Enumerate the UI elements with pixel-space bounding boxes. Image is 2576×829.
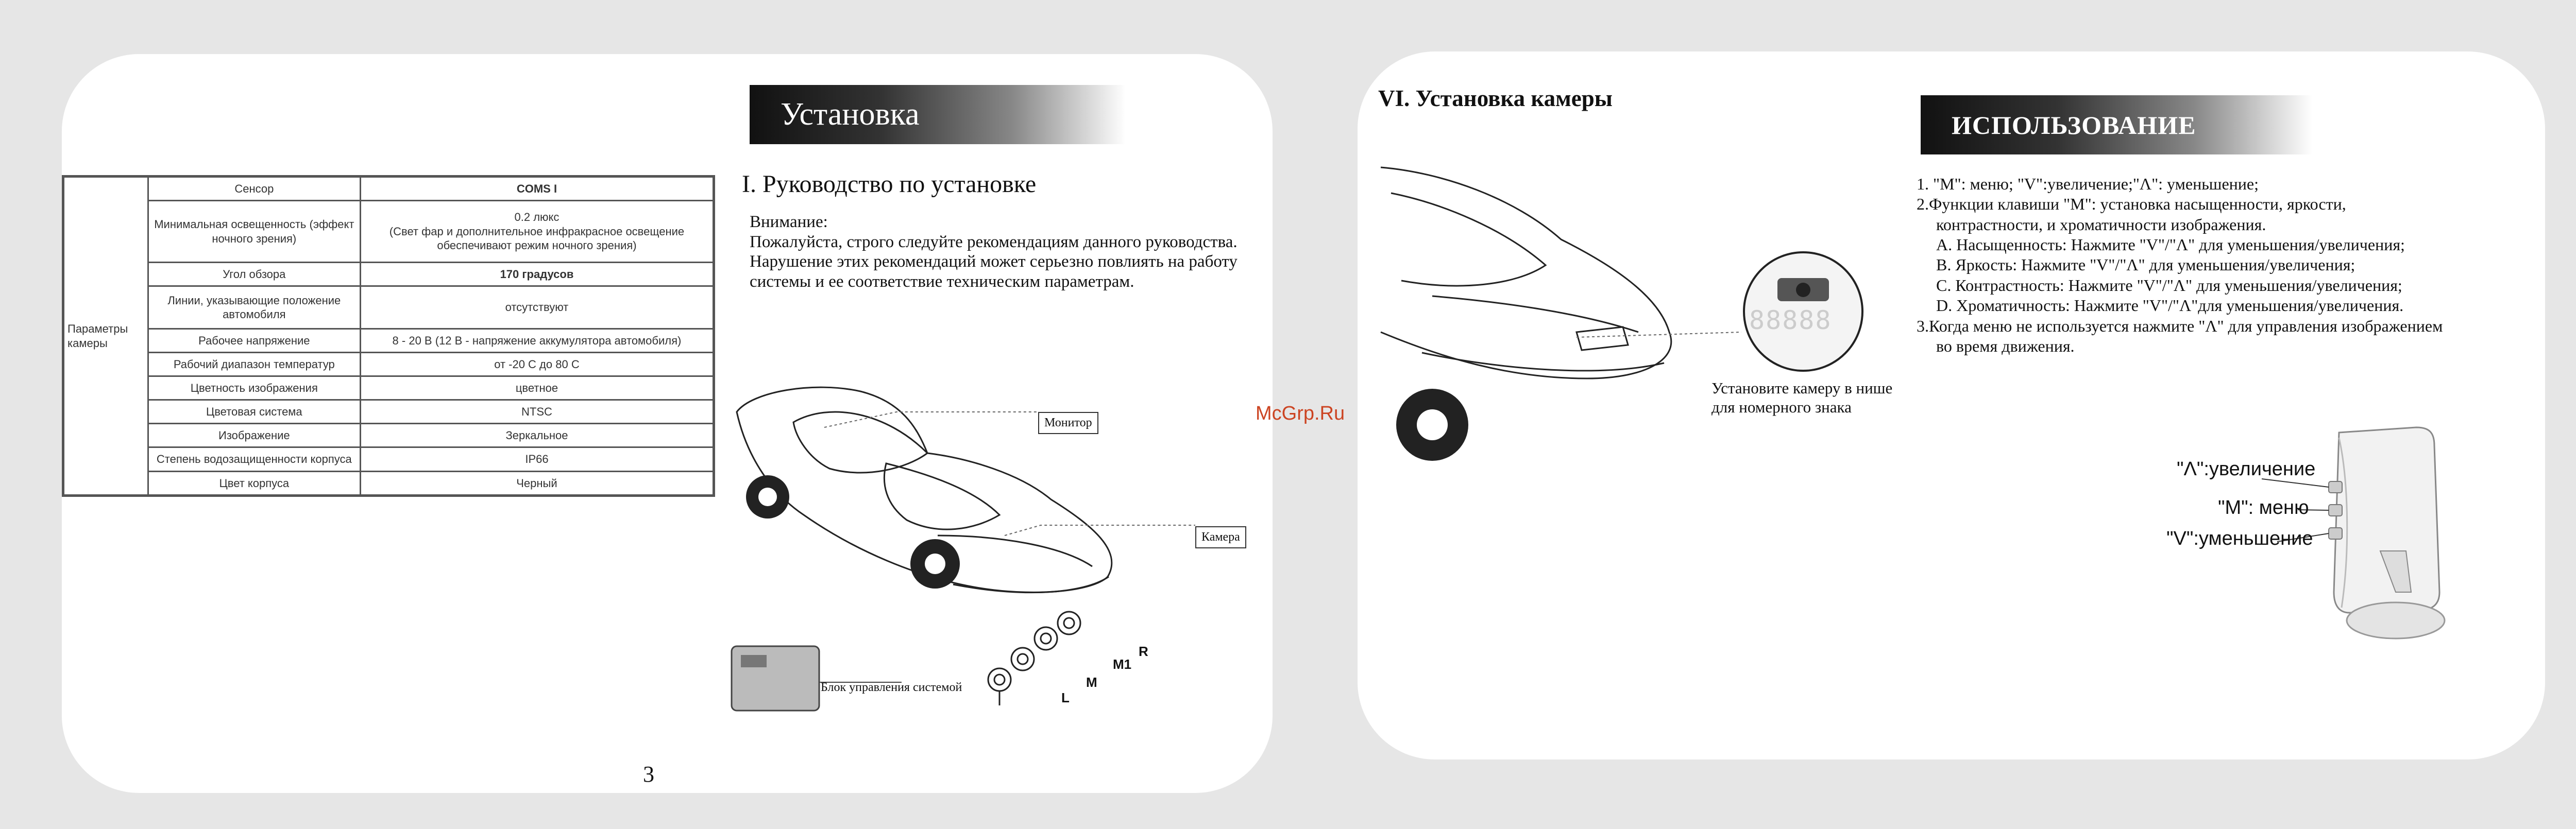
spec-param: Угол обзора [148,263,360,286]
usage-banner [1921,95,2312,154]
spec-value: NTSC [360,400,714,424]
spec-row [63,263,714,286]
install-guide-heading: I. Руководство по установке [742,170,1037,198]
page-number: 3 [643,762,654,787]
spec-value: IP66 [360,447,714,471]
camera-label: Камера [1195,526,1246,548]
spec-param: Минимальная освещенность (эффект ночного зрения) [148,201,360,263]
monitor-body [2334,427,2439,613]
sensor-label-r: R [1139,644,1148,659]
spec-param: Цвет корпуса [148,471,360,496]
spec-row [63,201,714,263]
usage-item-1: 1. "M": меню; "V":увеличение;"Λ": уменьшение; [1917,175,2259,193]
control-unit-label: Блок управления системой [821,681,962,694]
spec-table [62,175,715,497]
sensor-label-m1: M1 [1113,657,1132,672]
car-rear-outline [1381,167,1671,378]
rear-bumper [1422,353,1664,371]
button-down [2329,528,2342,539]
plate-digits: 88888 [1749,305,1832,335]
sensor-label-m: M [1086,675,1097,690]
plate-recess [1577,327,1628,350]
spec-param: Цветность изображения [148,376,360,400]
spec-value: цветное [360,376,714,400]
spec-value: COMS I [360,177,714,201]
page-tab-right [1888,705,2002,759]
camera-mount-diagram [1381,162,1932,487]
rear-window [884,463,999,529]
spec-value: Черный [360,471,714,496]
camera-caption: Установите камеру в нише для номерного знака [1711,379,1893,417]
install-banner [750,85,1126,144]
monitor-label: Монитор [1038,412,1098,434]
monitor-base [2347,602,2445,638]
spec-param: Линии, указывающие положение автомобиля [148,286,360,329]
spec-param: Цветовая система [148,400,360,424]
attention-note [750,212,1265,291]
usage-item-2-continued: контрастности, и хроматичности изображения. [1936,215,2266,234]
callout-lines [824,412,1195,536]
usage-sub-a: A. Насыщенность: Нажмите "V"/"Λ" для уменьшения/увеличения; [1936,235,2405,254]
camera-install-heading: VI. Установка камеры [1378,85,1613,111]
car-rear-window [1391,193,1546,286]
spec-row [63,447,714,471]
spec-value: 8 - 20 В (12 В - напряжение аккумулятора автомобиля) [360,329,714,352]
note-text: Пожалуйста, строго следуйте рекомендациям данного руководства. Нарушение этих рекомендаций может серьезно повлиять на работу системы и ее соответствие техническим параметрам. [750,232,1238,291]
spec-row [63,376,714,400]
spec-param: Изображение [148,424,360,447]
spec-param: Рабочий диапазон температур [148,353,360,376]
install-banner-title: Установка [781,97,920,132]
spec-param: Сенсор [148,177,360,201]
spec-group-label: Параметры камеры [63,177,148,496]
spec-value: от -20 С до 80 С [360,353,714,376]
spec-value: 0.2 люкс (Свет фар и дополнительное инфракрасное освещение обеспечивают режим ночного зрения) [360,201,714,263]
car-roof [793,412,927,473]
spec-row [63,424,714,447]
sensor-label-l: L [1061,690,1070,705]
usage-sub-c: C. Контрастность: Нажмите "V"/"Λ" для уменьшения/увеличения; [1936,275,2402,295]
rear-wheel [1396,389,1468,461]
spec-value: Зеркальное [360,424,714,447]
zoom-callout-line [1577,332,1741,337]
usage-banner-title: ИСПОЛЬЗОВАНИЕ [1952,110,2196,140]
button-menu [2329,505,2342,516]
watermark: McGrp.Ru [1256,403,1345,424]
monitor-side-diagram [2318,422,2483,644]
spec-param: Рабочее напряжение [148,329,360,352]
spec-param: Степень водозащищенности корпуса [148,447,360,471]
trunk-line [938,536,1092,566]
usage-item-3: 3.Когда меню не используется нажмите "Λ" для управления изображением [1917,316,2443,335]
spec-row [63,471,714,496]
page-tab-left [598,739,711,793]
spec-row [63,177,714,201]
bumper [953,577,1109,593]
remote-menu-label: "M": меню [2218,497,2309,519]
usage-sub-b: B. Яркость: Нажмите "V"/"Λ" для уменьшения/увеличения; [1936,255,2355,274]
usage-instructions [1917,174,2550,356]
spec-row [63,353,714,376]
car-install-diagram [732,381,1257,711]
button-up [2329,481,2342,493]
note-title: Внимание: [750,213,828,231]
usage-item-3-continued: во время движения. [1936,336,2075,355]
remote-down-label: "V":уменьшение [2166,528,2313,549]
spec-value: отсутствуют [360,286,714,329]
trunk-lid [1432,296,1638,332]
spec-row [63,286,714,329]
remote-up-label: "Λ":увеличение [2177,458,2316,480]
usage-item-2: 2.Функции клавиши "M": установка насыщенности, яркости, [1917,195,2346,214]
usage-sub-d: D. Хроматичность: Нажмите "V"/"Λ"для уменьшения/увеличения. [1936,296,2404,315]
wheels [746,475,960,589]
spec-row [63,400,714,424]
spec-row [63,329,714,352]
control-box [732,646,902,711]
spec-value: 170 градусов [360,263,714,286]
